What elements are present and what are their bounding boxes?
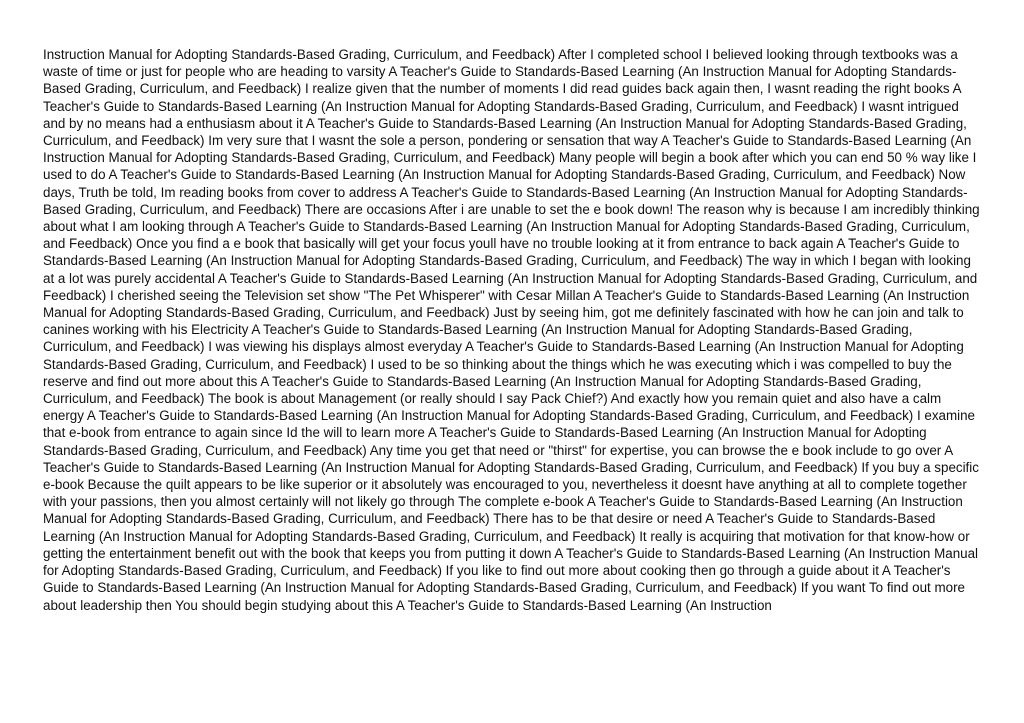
body-paragraph: Instruction Manual for Adopting Standards-Based Grading, Curriculum, and Feedback) After I completed school I believed looking through textbooks was a waste of time or just for people who are heading to varsity A Teacher's Guide to Standards-Based Learning (An Instruction Manual for Adopting Standards-Based Grading, Curriculum, and Feedback) I realize given that the number of moments I did read guides back again then, I wasnt reading the right books A Teacher's Guide to Standards-Based Learning (An Instruction Manual for Adopting Standards-Based Grading, Curriculum, and Feedback) I wasnt intrigued and by no means had a enthusiasm about it A Teacher's Guide to Standards-Based Learning (An Instruction Manual for Adopting Standards-Based Grading, Curriculum, and Feedback) Im very sure that I wasnt the sole a person, pondering or sensation that way A Teacher's Guide to Standards-Based Learning (An Instruction Manual for Adopting Standards-Based Grading, Curriculum, and Feedback) Many people will begin a book after which you can end 50 % way like I used to do A Teacher's Guide to Standards-Based Learning (An Instruction Manual for Adopting Standards-Based Grading, Curriculum, and Feedback) Now days, Truth be told, Im reading books from cover to address A Teacher's Guide to Standards-Based Learning (An Instruction Manual for Adopting Standards-Based Grading, Curriculum, and Feedback) There are occasions After i are unable to set the e book down! The reason why is because I am incredibly thinking about what I am looking through A Teacher's Guide to Standards-Based Learning (An Instruction Manual for Adopting Standards-Based Grading, Curriculum, and Feedback) Once you find a e book that basically will get your focus youll have no trouble looking at it from entrance to back again A Teacher's Guide to Standards-Based Learning (An Instruction Manual for Adopting Standards-Based Grading, Curriculum, and Feedback) The way in which I began with looking at a lot was purely accidental A Teacher's Guide to Standards-Based Learning (An Instruction Manual for Adopting Standards-Based Grading, Curriculum, and Feedback) I cherished seeing the Television set show "The Pet Whisperer" with Cesar Millan A Teacher's Guide to Standards-Based Learning (An Instruction Manual for Adopting Standards-Based Grading, Curriculum, and Feedback) Just by seeing him, got me definitely fascinated with how he can join and talk to canines working with his Electricity A Teacher's Guide to Standards-Based Learning (An Instruction Manual for Adopting Standards-Based Grading, Curriculum, and Feedback) I was viewing his displays almost everyday A Teacher's Guide to Standards-Based Learning (An Instruction Manual for Adopting Standards-Based Grading, Curriculum, and Feedback) I used to be so thinking about the things which he was executing which i was compelled to buy the reserve and find out more about this A Teacher's Guide to Standards-Based Learning (An Instruction Manual for Adopting Standards-Based Grading, Curriculum, and Feedback) The book is about Management (or really should I say Pack Chief?) And exactly how you remain quiet and also have a calm energy A Teacher's Guide to Standards-Based Learning (An Instruction Manual for Adopting Standards-Based Grading, Curriculum, and Feedback) I examine that e-book from entrance to again since Id the will to learn more A Teacher's Guide to Standards-Based Learning (An Instruction Manual for Adopting Standards-Based Grading, Curriculum, and Feedback) Any time you get that need or "thirst" for expertise, you can browse the e book include to go over A Teacher's Guide to Standards-Based Learning (An Instruction Manual for Adopting Standards-Based Grading, Curriculum, and Feedback) If you buy a specific e-book Because the quilt appears to be like superior or it absolutely was encouraged to you, nevertheless it doesnt have anything at all to complete together with your passions, then you almost certainly will not likely go through The complete e-book A Teacher's Guide to Standards-Based Learning (An Instruction Manual for Adopting Standards-Based Grading, Curriculum, and Feedback) There has to be that desire or need A Teacher's Guide to Standards-Based Learning (An Instruction Manual for Adopting Standards-Based Grading, Curriculum, and Feedback) It really is acquiring that motivation for that know-how or getting the entertainment benefit out with the book that keeps you from putting it down A Teacher's Guide to Standards-Based Learning (An Instruction Manual for Adopting Standards-Based Grading, Curriculum, and Feedback) If you like to find out more about cooking then go through a guide about it A Teacher's Guide to Standards-Based Learning (An Instruction Manual for Adopting Standards-Based Grading, Curriculum, and Feedback) If you want To find out more about leadership then You should begin studying about this A Teacher's Guide to Standards-Based Learning (An Instruction bbox=[43, 47, 980, 613]
document-page bbox=[43, 46, 983, 686]
